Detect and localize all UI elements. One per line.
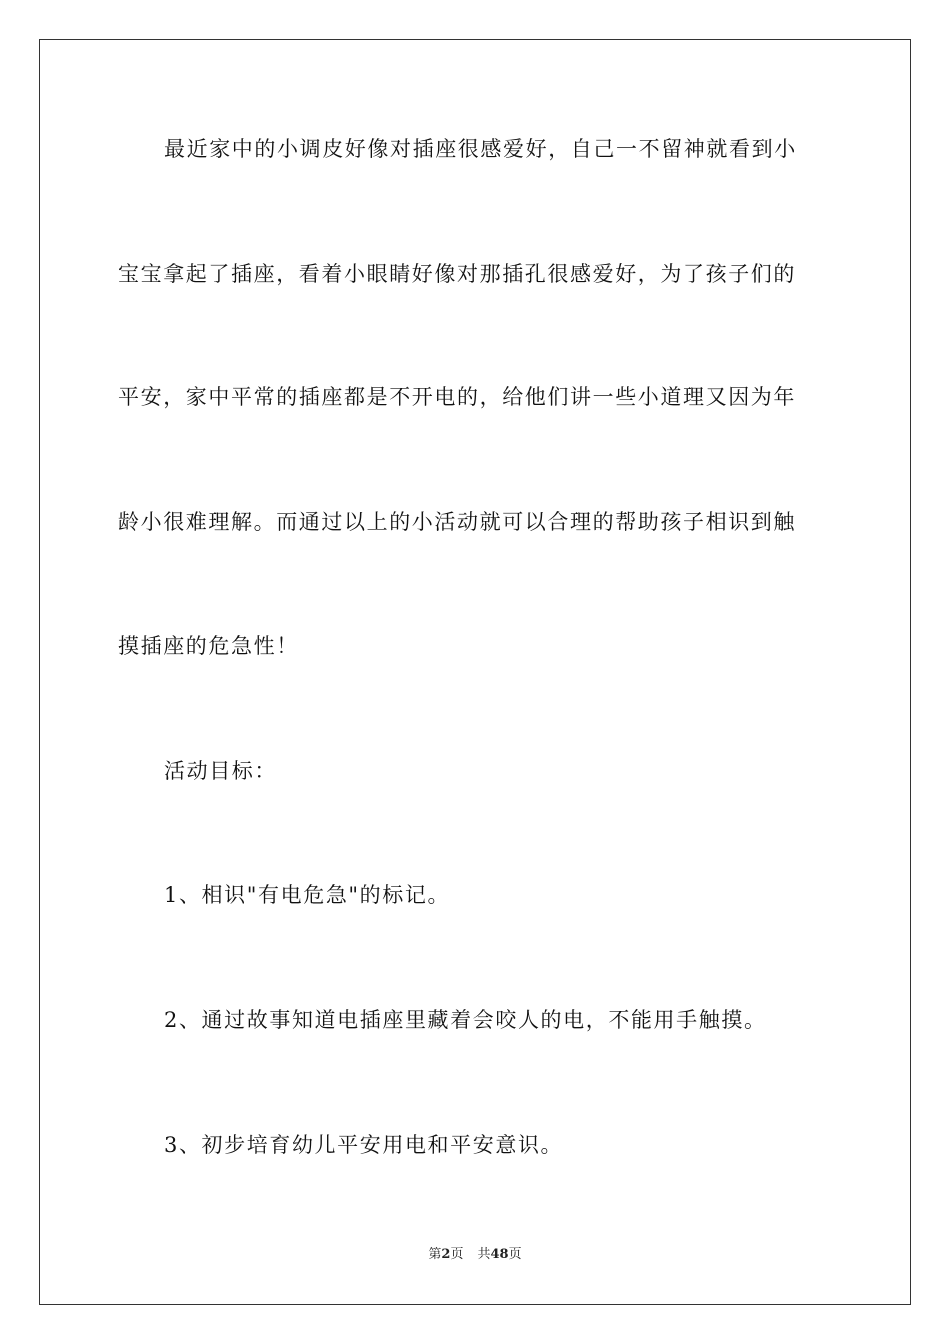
paragraph-line-5: 摸插座的危急性！ bbox=[118, 634, 299, 658]
total-pages: 48 bbox=[490, 1247, 509, 1262]
paragraph-line-1: 最近家中的小调皮好像对插座很感爱好，自己一不留神就看到小 bbox=[164, 137, 797, 161]
section-heading-goals: 活动目标： bbox=[164, 759, 277, 783]
paragraph-line-2: 宝宝拿起了插座，看着小眼睛好像对那插孔很感爱好，为了孩子们的 bbox=[118, 262, 796, 286]
goal-item-3: 3、初步培育幼儿平安用电和平安意识。 bbox=[164, 1133, 564, 1157]
page-number: 2 bbox=[441, 1247, 451, 1262]
goal-item-1: 1、相识"有电危急"的标记。 bbox=[164, 883, 451, 907]
page-prefix: 第 bbox=[428, 1247, 442, 1262]
page-suffix: 页 bbox=[450, 1247, 464, 1262]
page-border bbox=[39, 39, 911, 1305]
page-footer bbox=[0, 1247, 950, 1263]
total-suffix: 页 bbox=[508, 1247, 522, 1262]
total-prefix: 共 bbox=[477, 1247, 491, 1262]
paragraph-line-3: 平安，家中平常的插座都是不开电的，给他们讲一些小道理又因为年 bbox=[118, 385, 796, 409]
paragraph-line-4: 龄小很难理解。而通过以上的小活动就可以合理的帮助孩子相识到触 bbox=[118, 510, 796, 534]
goal-item-2: 2、通过故事知道电插座里藏着会咬人的电，不能用手触摸。 bbox=[164, 1008, 767, 1032]
